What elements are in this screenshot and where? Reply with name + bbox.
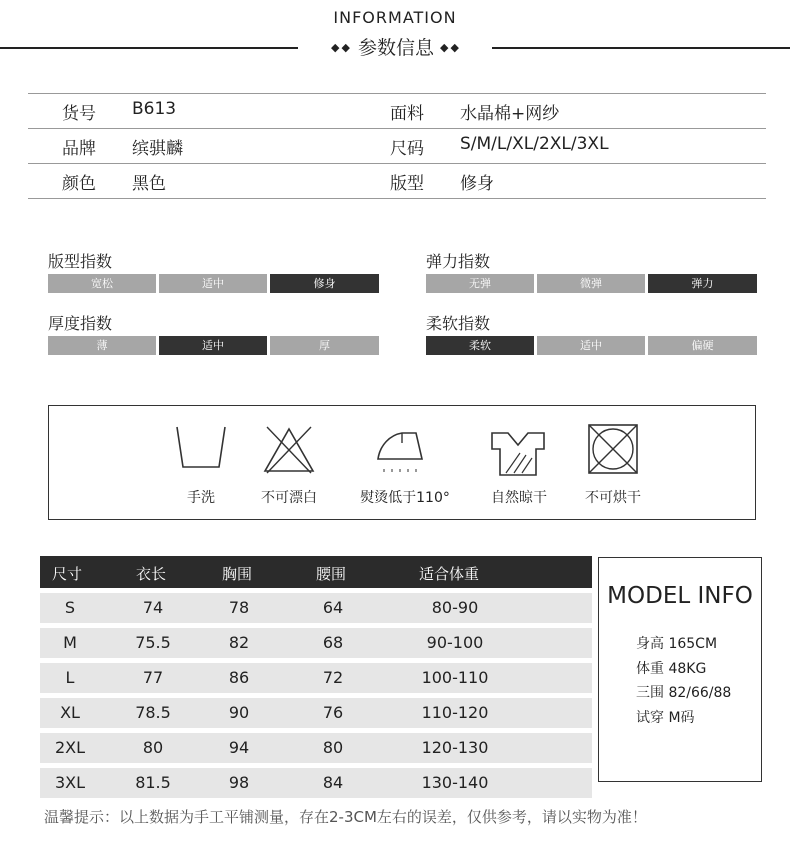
model-value: 48KG: [668, 661, 707, 677]
size-cell: 2XL: [54, 738, 86, 757]
model-line-measurements: [636, 682, 731, 702]
model-info-title: MODEL INFO: [607, 583, 753, 609]
size-cell: 90-100: [426, 633, 484, 652]
index-option: 适中: [537, 336, 645, 355]
care-label-no-bleach: 不可漂白: [261, 490, 317, 506]
size-cell: 72: [322, 668, 344, 687]
size-cell: 110-120: [421, 703, 489, 722]
info-rule: [28, 128, 766, 129]
size-cell: 80-90: [431, 598, 479, 617]
size-cell: 84: [322, 773, 344, 792]
info-rule-bottom: [28, 198, 766, 199]
size-cell: S: [64, 598, 76, 617]
size-cell: 74: [142, 598, 164, 617]
size-cell: 86: [228, 668, 250, 687]
size-cell: 64: [322, 598, 344, 617]
size-cell: 68: [322, 633, 344, 652]
size-header-cell: 衣长: [136, 565, 167, 583]
model-label: 体重: [636, 661, 664, 677]
model-label: 试穿: [636, 710, 664, 726]
size-cell: 78.5: [135, 703, 171, 722]
info-value: S/M/L/XL/2XL/3XL: [460, 134, 609, 154]
size-cell: 120-130: [421, 738, 489, 757]
size-cell: 76: [322, 703, 344, 722]
info-label: 货号: [62, 104, 96, 124]
size-cell: 81.5: [135, 773, 171, 792]
model-label: 身高: [636, 636, 664, 652]
size-header-cell: 胸围: [222, 565, 253, 583]
size-cell: 100-110: [421, 668, 489, 687]
model-line-height: [636, 633, 717, 653]
model-line-size-worn: [636, 707, 695, 727]
index-option: 偏硬: [648, 336, 757, 355]
size-cell: XL: [60, 703, 80, 722]
info-value: 水晶棉+网纱: [460, 104, 560, 124]
size-header-cell: 适合体重: [419, 565, 480, 583]
index-option: 无弹: [426, 274, 534, 293]
model-value: 82/66/88: [668, 685, 732, 701]
measurement-note: 温馨提示：以上数据为手工平铺测量，存在2-3CM左右的误差，仅供参考，请以实物为准！: [44, 808, 647, 826]
size-cell: 77: [142, 668, 164, 687]
index-option-selected: 修身: [270, 274, 379, 293]
index-option: 厚: [270, 336, 379, 355]
no-bleach-icon: [261, 421, 317, 477]
info-rule-top: [28, 93, 766, 94]
header-title-block: [300, 33, 492, 60]
header-divider-right: [492, 47, 790, 49]
model-value: 165CM: [668, 636, 718, 652]
header-divider-left: [0, 47, 298, 49]
care-label-iron: 熨烫低于110°: [360, 490, 450, 506]
index-option: 宽松: [48, 274, 156, 293]
index-title-fit: 版型指数: [48, 252, 113, 271]
index-title-softness: 柔软指数: [426, 314, 491, 333]
index-title-thickness: 厚度指数: [48, 314, 113, 333]
hand-wash-icon: [173, 423, 229, 479]
ornament-left: ◆◆: [331, 41, 352, 54]
size-cell: 3XL: [54, 773, 86, 792]
size-cell: 75.5: [135, 633, 171, 652]
size-cell: M: [63, 633, 77, 652]
iron-icon: [372, 421, 428, 477]
care-label-no-tumble-dry: 不可烘干: [585, 490, 641, 506]
info-label: 版型: [390, 174, 424, 194]
index-option-selected: 适中: [159, 336, 267, 355]
info-label: 尺码: [390, 139, 424, 159]
size-header-cell: 尺寸: [52, 565, 83, 583]
size-cell: 90: [228, 703, 250, 722]
index-option: 适中: [159, 274, 267, 293]
info-label: 品牌: [62, 139, 96, 159]
header-title-cn: 参数信息: [357, 37, 434, 59]
size-cell: 80: [322, 738, 344, 757]
size-cell: 80: [142, 738, 164, 757]
care-label-hand-wash: 手洗: [187, 490, 215, 506]
size-cell: 98: [228, 773, 250, 792]
info-value: 修身: [460, 174, 494, 194]
index-option-selected: 柔软: [426, 336, 534, 355]
size-cell: 82: [228, 633, 250, 652]
info-value: 黑色: [132, 174, 166, 194]
care-label-dry-flat: 自然晾干: [491, 490, 547, 506]
size-cell: L: [65, 668, 75, 687]
info-value: 缤骐麟: [132, 139, 183, 159]
info-value: B613: [132, 99, 177, 119]
no-tumble-dry-icon: [585, 421, 641, 477]
model-value: M码: [668, 710, 695, 726]
size-header-cell: 腰围: [316, 565, 347, 583]
index-option-selected: 弹力: [648, 274, 757, 293]
ornament-right: ◆◆: [440, 41, 461, 54]
size-cell: 130-140: [421, 773, 489, 792]
info-label: 颜色: [62, 174, 96, 194]
info-label: 面料: [390, 104, 424, 124]
model-label: 三围: [636, 685, 664, 701]
index-title-stretch: 弹力指数: [426, 252, 491, 271]
header-title-en: INFORMATION: [333, 8, 457, 27]
index-option: 薄: [48, 336, 156, 355]
size-cell: 94: [228, 738, 250, 757]
info-rule: [28, 163, 766, 164]
dry-flat-icon: [490, 423, 546, 479]
model-line-weight: [636, 658, 706, 678]
index-option: 微弹: [537, 274, 645, 293]
size-cell: 78: [228, 598, 250, 617]
